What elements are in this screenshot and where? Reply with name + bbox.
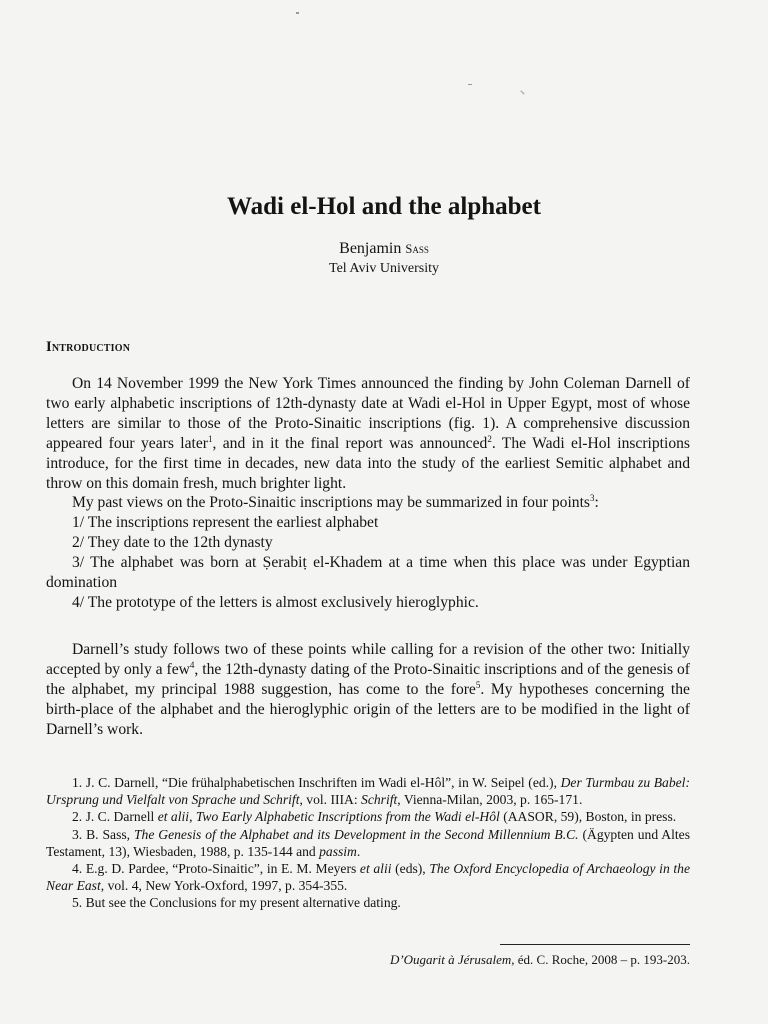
scan-speck: [296, 12, 299, 14]
author-affiliation: Tel Aviv University: [329, 261, 439, 276]
author: [0, 240, 768, 258]
author-last-name: Sass: [405, 242, 429, 256]
body-text: [46, 374, 690, 613]
publication-footer: D’Ougarit à Jérusalem, éd. C. Roche, 2008 – p. 193-203.: [389, 952, 690, 967]
footnote-5: 5. But see the Conclusions for my present alternative dating.: [72, 895, 401, 911]
paragraph-3: Darnell’s study follows two of these points while calling for a revision of the other two: Initially accepted by only a few$^4$, the 12th-dynasty dating of the Proto-Sinaitic inscriptions and of the genesis of the alphabet, my principal 1988 suggestion, has come to the fore$^5$. My hypotheses concerning the birth-place of the alphabet and the hieroglyphic origin of the letters are to be modified in the light of Darnell’s work.: [46, 641, 690, 738]
footnote-ref-3[interactable]: 3: [590, 493, 595, 504]
footnote-ref-2[interactable]: 2: [487, 433, 492, 444]
footnote-ref-4[interactable]: 4: [189, 659, 195, 670]
footnote-4: 4. E.g. D. Pardee, “Proto-Sinaitic”, in E. M. Meyers et alii (eds), The Oxford Encyclopedia of Archaeology in the Near East, vol. 4, New York-Oxford, 1997, p. 354-355.: [46, 861, 690, 894]
point-1: 1/ The inscriptions represent the earliest alphabet: [72, 514, 379, 532]
paragraph-1: On 14 November 1999 the New York Times announced the finding by John Coleman Darnell of two early alphabetic inscriptions of 12th-dynasty date at Wadi el-Hol in Upper Egypt, most of whose letters are similar to those of the Proto-Sinaitic inscriptions (fig. 1). A comprehensive discussion appeared four years later$^1$, and in it the final report was announced$^2$. The Wadi el-Hol inscriptions introduce, for the first time in decades, new data into the study of the earliest Semitic alphabet and throw on this domain fresh, much brighter light.: [46, 375, 691, 492]
footnote-1: 1. J. C. Darnell, “Die frühalphabetischen Inschriften im Wadi el-Hôl”, in W. Seipel (ed.), Der Turmbau zu Babel: Ursprung und Vielfalt von Sprache und Schrift, vol. IIIA: Schrift, Vienna-Milan, 2003, p. 165-171.: [46, 775, 690, 808]
scan-speck: [520, 90, 524, 94]
footnote-2: 2. J. C. Darnell et alii, Two Early Alphabetic Inscriptions from the Wadi el-Hôl (AASOR, 59), Boston, in press.: [72, 809, 677, 825]
section-heading: Introduction: [46, 339, 131, 355]
footnote-3: 3. B. Sass, The Genesis of the Alphabet and its Development in the Second Millennium B.C. (Ägypten und Altes Testament, 13), Wiesbaden, 1988, p. 135-144 and passim.: [46, 826, 690, 859]
body-text-2: [46, 640, 690, 740]
footer-rule: [500, 944, 690, 945]
point-4: 4/ The prototype of the letters is almost exclusively hieroglyphic.: [72, 593, 479, 611]
author-first-name: Benjamin: [339, 240, 406, 257]
footnotes: [46, 774, 690, 912]
point-2: 2/ They date to the 12th dynasty: [72, 534, 273, 552]
footnote-ref-5[interactable]: 5: [475, 679, 481, 690]
point-3: 3/ The alphabet was born at Ṣerabiṭ el-Khadem at a time when this place was under Egyptian domination: [46, 554, 690, 592]
scan-speck: [468, 84, 472, 85]
footnote-ref-1[interactable]: 1: [207, 433, 213, 444]
paper-title: Wadi el-Hol and the alphabet: [227, 193, 541, 220]
paragraph-2: My past views on the Proto-Sinaitic inscriptions may be summarized in four points$^3$:: [72, 493, 599, 512]
